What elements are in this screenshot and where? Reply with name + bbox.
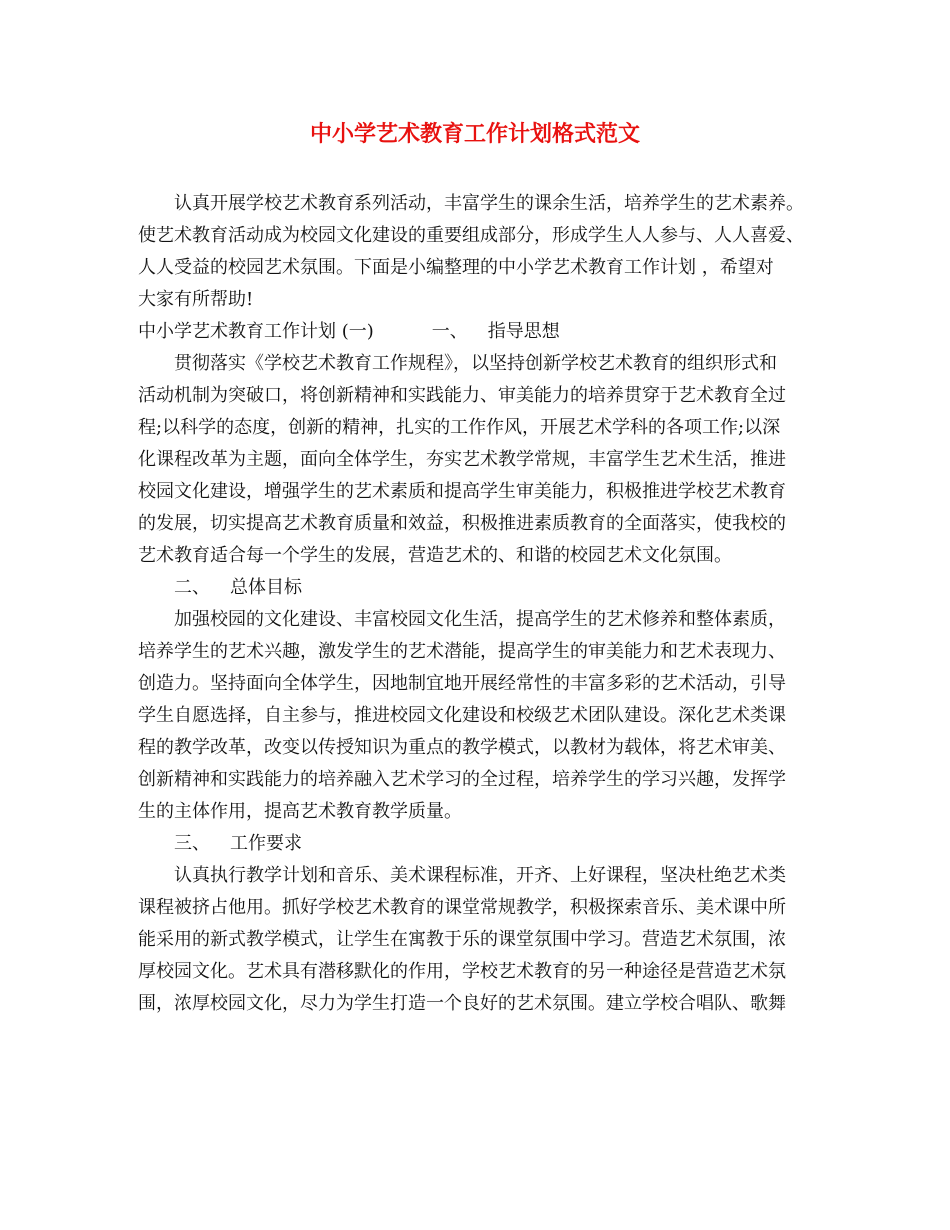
paragraph-line: 艺术教育适合每一个学生的发展，营造艺术的、和谐的校园艺术文化氛围。 (138, 545, 732, 566)
paragraph-line: 程的教学改革，改变以传授知识为重点的教学模式，以教材为载体，将艺术审美、 (138, 737, 786, 758)
paragraph-line: 培养学生的艺术兴趣，激发学生的艺术潜能，提高学生的审美能力和艺术表现力、 (138, 641, 786, 662)
paragraph-line: 加强校园的文化建设、丰富校园文化生活，提高学生的艺术修养和整体素质， (174, 609, 786, 630)
document-title: 中小学艺术教育工作计划格式范文 (309, 122, 640, 147)
intro-line: 人人受益的校园艺术氛围。下面是小编整理的中小学艺术教育工作计划 ，希望对 (138, 257, 774, 278)
paragraph-line: 创造力。坚持面向全体学生，因地制宜地开展经常性的丰富多彩的艺术活动，引导 (138, 673, 786, 694)
paragraph-line: 围，浓厚校园文化，尽力为学生打造一个良好的艺术氛围。建立学校合唱队、歌舞 (138, 993, 786, 1014)
section-title: 指导思想 (487, 321, 560, 342)
paragraph-line: 认真执行教学计划和音乐、美术课程标准，开齐、上好课程，坚决杜绝艺术类 (174, 865, 786, 886)
plan-heading: 中小学艺术教育工作计划 (一) (138, 321, 374, 342)
paragraph-line: 贯彻落实《学校艺术教育工作规程》，以坚持创新学校艺术教育的组织形式和 (174, 353, 777, 374)
paragraph-line: 的发展，切实提高艺术教育质量和效益，积极推进素质教育的全面落实，使我校的 (138, 513, 786, 534)
paragraph-line: 校园文化建设，增强学生的艺术素质和提高学生审美能力，积极推进学校艺术教育 (138, 481, 786, 502)
paragraph-line: 创新精神和实践能力的培养融入艺术学习的全过程，培养学生的学习兴趣，发挥学 (138, 769, 786, 790)
document-body (138, 188, 838, 1020)
intro-line: 认真开展学校艺术教育系列活动，丰富学生的课余生活，培养学生的艺术素养。 (174, 193, 804, 214)
paragraph-line: 生的主体作用，提高艺术教育教学质量。 (138, 801, 462, 822)
paragraph-line: 学生自愿选择，自主参与，推进校园文化建设和校级艺术团队建设。深化艺术类课 (138, 705, 786, 726)
intro-line: 使艺术教育活动成为校园文化建设的重要组成部分，形成学生人人参与、人人喜爱、 (138, 225, 804, 246)
section-title: 工作要求 (230, 833, 302, 854)
paragraph-line: 厚校园文化。艺术具有潜移默化的作用，学校艺术教育的另一种途径是营造艺术氛 (138, 961, 786, 982)
paragraph-line: 课程被挤占他用。抓好学校艺术教育的课堂常规教学，积极探索音乐、美术课中所 (138, 897, 786, 918)
section-title: 总体目标 (230, 577, 302, 598)
paragraph-line: 能采用的新式教学模式，让学生在寓教于乐的课堂氛围中学习。营造艺术氛围，浓 (138, 929, 786, 950)
intro-line: 大家有所帮助! (138, 289, 254, 310)
paragraph-line: 化课程改革为主题，面向全体学生，夯实艺术教学常规，丰富学生艺术生活，推进 (138, 449, 786, 470)
paragraph-line: 程;以科学的态度，创新的精神，扎实的工作作风，开展艺术学科的各项工作;以深 (138, 417, 781, 438)
plan-heading-row (138, 316, 838, 348)
section-heading (138, 572, 838, 604)
paragraph-line: 活动机制为突破口，将创新精神和实践能力、审美能力的培养贯穿于艺术教育全过 (138, 385, 786, 406)
section-heading (138, 828, 838, 860)
section-number: 一、 (431, 321, 468, 342)
section-number: 二、 (174, 577, 210, 598)
section-number: 三、 (174, 833, 210, 854)
